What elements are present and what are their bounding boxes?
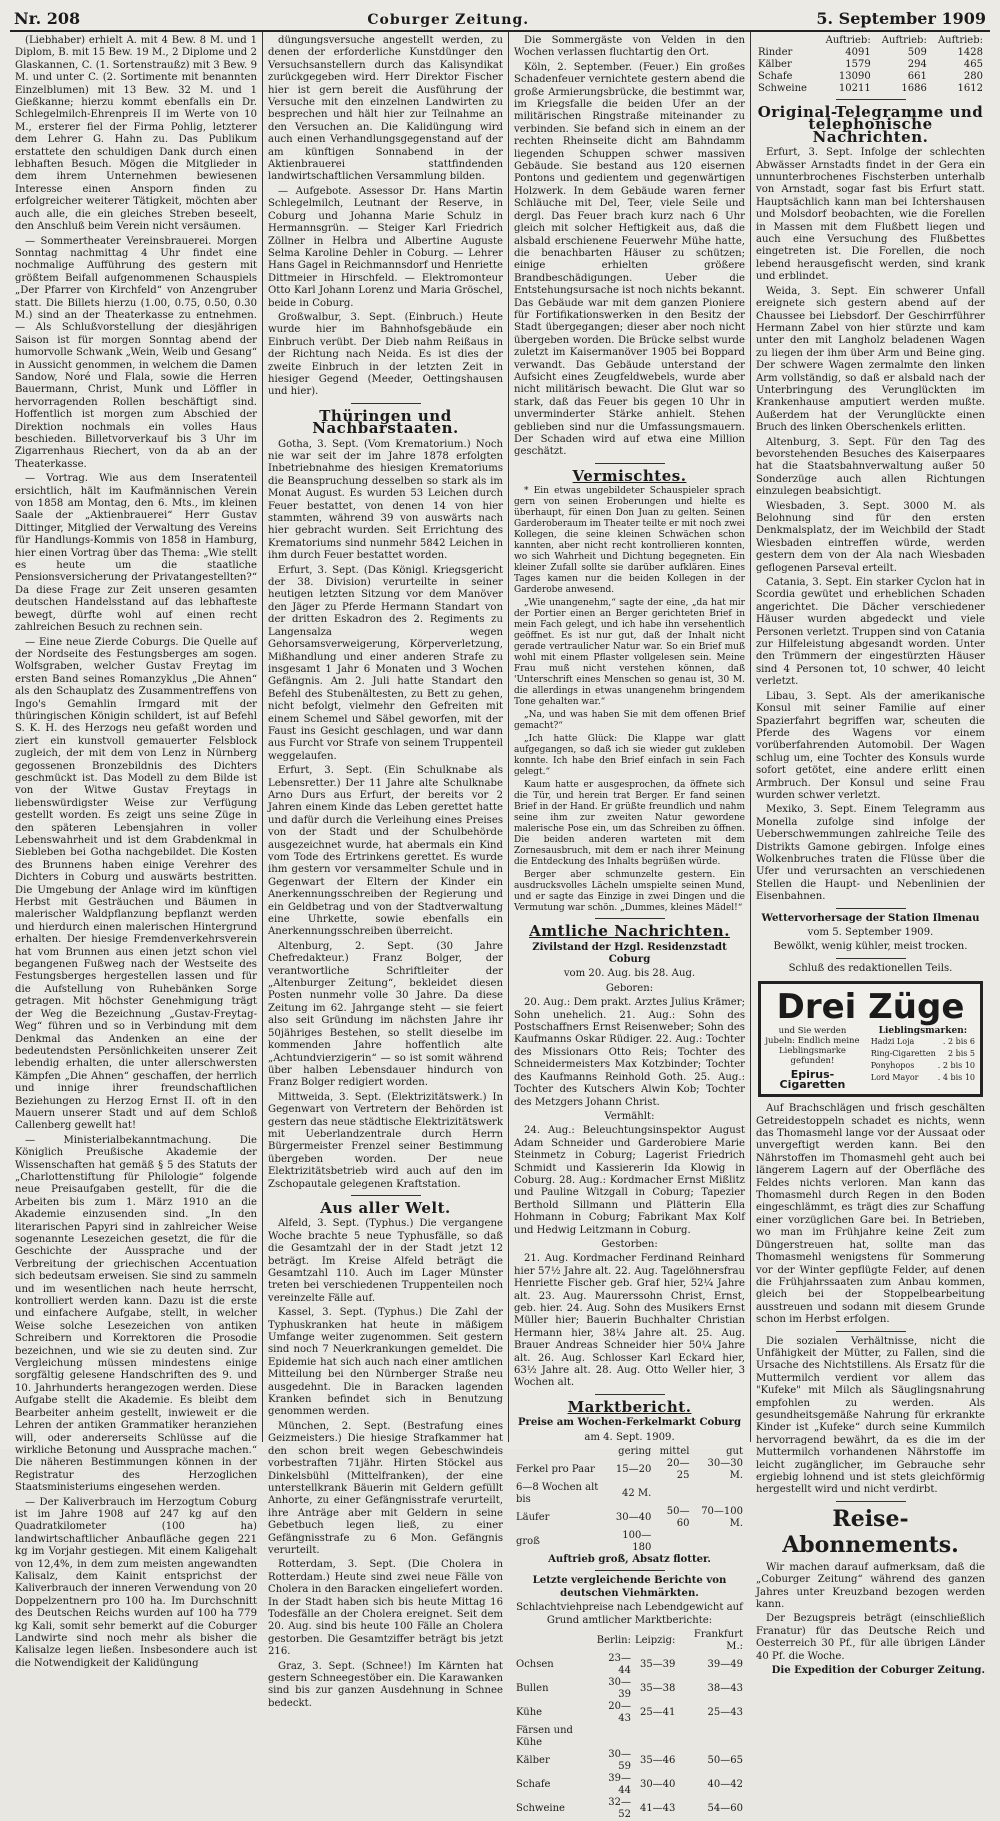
ad-body [765, 1026, 976, 1090]
table-cell: Kälber [758, 59, 792, 70]
table-header: mittel [659, 1446, 690, 1458]
table-cell: 20—43 [608, 1701, 631, 1725]
ad-right [870, 1026, 976, 1090]
table-cell: Färsen und Kühe [516, 1725, 573, 1749]
divider [836, 99, 906, 100]
article-paragraph: * Ein etwas ungebildeter Schauspieler sprach gern von seinen Eroberungen und hielte es überhaupt, für einen Don Juan zu gelten. Seinen Garderoberaum im Theater teilte er mit noch zwei Kollegen, die seine kleinen Schwächen schon kannten, aber nicht recht kontrollieren konnten, wo sich Wahrheit und Dichtung begegneten. Ein kleiner Zufall sollte sie darüber aufklären. Eines Tages kamen nur die beiden Kollegen in der Garderobe anwesend. [514, 486, 745, 596]
markt-title: Preise am Wochen-Ferkelmarkt Coburg [517, 1417, 742, 1429]
column-1 [10, 32, 263, 1669]
table-row [514, 1482, 745, 1506]
table-cell: Rinder [758, 47, 793, 58]
article-paragraph: „Ich hatte Glück: Die Klappe war glatt aufgegangen, so daß ich sie wieder gut zukleben konnte. Ich habe den Brief einfach in sein Fach gelegt.“ [514, 734, 745, 778]
table-cell: 1686 [901, 83, 927, 94]
table-row [514, 1677, 745, 1701]
article-paragraph: Catania, 3. Sept. Ein starker Cyclon hat in Scordia gewütet und erheblichen Schaden angerichtet. Die Dächer verschiedener Häuser wurden abgedeckt und viele Personen verletzt. Truppen sind von Catania zur Hilfeleistung abgesandt worden. Unter den Trümmern der eingestürzten Häuser sind 4 Personen tot, 10 schwer, 40 leicht verletzt. [756, 577, 985, 688]
advertisement-drei-zuege [758, 981, 983, 1097]
vermaehlt-heading: Vermählt: [604, 1110, 655, 1122]
column-2 [263, 32, 509, 1709]
table-header: gering [618, 1446, 652, 1458]
article-paragraph: Wir machen darauf aufmerksam, daß die „Coburger Zeitung“ während des ganzen Jahres unter Kreuzband bezogen werden kann. [756, 1561, 985, 1611]
article-paragraph: 20. Aug.: Dem prakt. Arztes Julius Krämer; Sohn unehelich. 21. Aug.: Sohn des Postschaffners Ernst Reisenweber; Sohn des Kaufmanns Oskar Rüdiger. 22. Aug.: Tochter des Missionars Otto Reis; Tochter des Schneidermeisters Max Kotzbinder; Tochter des Kaufmanns Reinhold Goth. 25. Aug.: Tochter des Kutschers Alwin Kob; Tochter des Metzgers Johann Christ. [514, 997, 745, 1108]
article-paragraph: — Sommertheater Vereinsbrauerei. Morgen Sonntag nachmittag 4 Uhr findet eine nochmalige Aufführung des gestern mit größtem Beifall aufgenommenen Schauspiels „Der Pfarrer von Kirchfeld“ von Anzengruber statt. Die Billets hierzu (1.00, 0.75, 0.50, 0.30 M.) sind an der Theaterkasse zu entnehmen. — Als Schlußvorstellung der diesjährigen Saison ist für morgen Sonntag abend der humorvolle Schwank „Wein, Weib und Gesang“ in Aussicht genommen, in welchem die Damen Sandow, Noré und Flala, sowie die Herren Bauermann, Christ, Munk und Löffler in hervorragenden Rollen beschäftigt sind. Hoffentlich ist morgen zum Abschied der Direktion nochmals ein volles Haus beschieden. Billetvorverkauf bis 3 Uhr im Zigarrenhaus Riechert, von da ab an der Theaterkasse. [15, 235, 257, 470]
article-paragraph: Rotterdam, 3. Sept. (Die Cholera in Rotterdam.) Heute sind zwei neue Fälle von Cholera in den Baracken eingeliefert worden. In der Stadt haben sich bis heute Mittag 16 Todesfälle an der Cholera ereignet. Seit dem 20. Aug. sind bis heute 100 Fälle an Cholera gestorben. Die Gesamtziffer beträgt bis jetzt 216. [268, 1559, 503, 1658]
table-row [514, 1458, 745, 1482]
table-cell: 6—8 Wochen alt bis [516, 1482, 599, 1506]
article-paragraph: Libau, 3. Sept. Als der amerikanische Konsul mit seiner Familie auf einer Spazierfahrt begriffen war, scheuten die Pferde des Wagens vor einem vorüberfahrenden Automobil. Der Wagen schlug um, eine Tochter des Konsuls wurde sofort getötet, eine andere erlitt einen Armbruch. Der Konsul und seine Frau wurden schwer verletzt. [756, 690, 985, 801]
section-heading-aus-aller-welt: Aus aller Welt. [320, 1198, 451, 1217]
article-paragraph: — Vortrag. Wie aus dem Inseratenteil ersichtlich, hält im Kaufmännischen Verein von 1858 am Montag, den 6. Mts., im kleinen Saale der „Aktienbrauerei“ Herr Gustav Dittinger, Mitglied der Verwaltung des Vereins für Handlungs-Kommis von 1858 in Hamburg, hier einen Vortrag über das Thema: „Wie stellt es heute um die staatliche Pensionsversicherung der Privatangestellten?“ Da diese Frage zur Zeit unseren gesamten deutschen Handelsstand auf das lebhafteste bewegt, dürfte wohl auf einen recht zahlreichen Besuch zu rechnen sein. [15, 473, 257, 634]
article-paragraph: — Der Kaliverbrauch im Herzogtum Coburg ist im Jahre 1908 auf 247 kg auf den Quadratkilometer (100 ha) landwirtschaftlicher Anbaufläche gegen 221 kg im Vorjahr gestiegen. Mit einem Kaligehalt von 12,4%, in dem zum meisten angewandten Kalisalz, dem Kainit entsprichst der Kaliverbrauch der inneren Verwendung von 20 Doppelzentnern pro 100 ha. Im Durchschnitt des Deutschen Reichs wurden auf 100 ha 779 kg Kali, somit sehr bemerkt auf die Coburger Landwirte sind noch mehr als bisher die Kalisalze legen ließen. Insbesondere auch ist die Notwendigkeit der Kalidüngung [15, 1496, 257, 1669]
table-row [756, 71, 985, 83]
markt-date: am 4. Sept. 1909. [584, 1431, 675, 1443]
table-row [514, 1653, 745, 1677]
table-cell: Schafe [758, 71, 793, 82]
article-paragraph: Alfeld, 3. Sept. (Typhus.) Die vergangene Woche brachte 5 neue Typhusfälle, so daß die Gesamtzahl der in der Stadt jetzt 12 beträgt. Im Kreise Alfeld beträgt die Gesamtzahl 110. Auch im Lager Münster treten bei verschiedenen Truppenteilen noch vereinzelte Fälle auf. [268, 1218, 503, 1304]
article-paragraph: Mittweida, 3. Sept. (Elektrizitätswerk.) In Gegenwart von Vertretern der Behörden ist gestern das neue städtische Elektrizitätswerk mit Ueberlandzentrale durch Herrn Bürgermeister Frenzel seiner Bestimmung übergeben worden. Der neue Elektrizitätsbetrieb wird auch auf den im Zschopautale gelegenen Kraftstation. [268, 1091, 503, 1190]
table-cell [653, 1482, 691, 1506]
table-cell: 465 [963, 59, 983, 70]
table-header-row [514, 1446, 745, 1458]
article-paragraph: — Eine neue Zierde Coburgs. Die Quelle auf der Nordseite des Festungsberges am sogen. Wolfsgraben, welcher Gustav Freytag im ersten Band seines Romanzyklus „Die Ahnen“ als den Schauplatz des Zusammentreffens von Ingo's Gemahlin Irmgard mit der thüringischen Königin schildert, ist auf Befehl S. K. H. des Herzogs neu gefaßt worden und ziert ein kunstvoll gemauerter Felsblock zugleich, der mit dem von Lenz in Nürnberg gegossenen Bronzebildnis des Dichters geschmückt ist. Das Modell zu dem Bilde ist von der Witwe Gustav Freytags in liebenswürdigster Weise zur Verfügung gestellt worden. Es zeigt uns seine Züge in den späteren Lebensjahren in voller Lebenswahrheit und ist dem Grabdenkmal in Siebleben bei Gotha nachgebildet. Die Kosten des Brunnens haben einige Verehrer des Dichters in Coburg und auswärts bestritten. Die Umgebung der Anlage wird im künftigen Herbst mit Gesträuchen und Bäumen in malerischer Waldpflanzung bepflanzt werden und hierdurch einen malerischen Hintergrund erhalten. Der hiesige Fremdenverkehrsverein hat vom Brunnen aus einen jetzt schon viel begangenen Fußweg nach der Westseite des Festungsberges hergestellen lassen und für die Aufstellung von Ruhebänken Sorge getragen. Mit höchster Genehmigung trägt der Weg die Bezeichnung „Gustav-Freytag-Weg“ führen und so in Verbindung mit dem Denkmal das Andenken an eine der bedeutendsten Persönlichkeiten unserer Zeit lebendig erhalten, die unter allerschwersten Kämpfen „Die Ahnen“ geschaffen, der herrlich und innige ihrer freundschaftlichen Beziehungen zu Herzog Ernst II. oft in den Mauern unserer Stadt und auf dem Schloß Callenberg gewellt hat! [15, 636, 257, 1132]
table-header [756, 35, 817, 47]
table-cell: 10211 [838, 83, 871, 94]
article-paragraph: Kaum hatte er ausgesprochen, da öffnete sich die Tür, und herein trat Berger. Er fand seinen Brief in der Hand. Er grüßte freundlich und nahm seine ihm zur zweiten Natur gewordene malerische Pose ein, um das Schreiben zu öffnen. Die beiden anderen warteten mit dem Zornesausbruch, mit dem er nach ihrer Meinung die Entdeckung des Inhalts begrüßen würde. [514, 780, 745, 868]
ad-item-price: 2 bis 5 [947, 1049, 975, 1059]
table-cell: Schweine [516, 1803, 565, 1815]
table-cell: 35—39 [639, 1659, 676, 1671]
table-cell: 30—59 [608, 1749, 631, 1773]
table-cell: 15—20 [615, 1464, 652, 1476]
table-cell: Kühe [516, 1707, 543, 1719]
issue-date: 5. September 1909 [816, 9, 986, 28]
table-cell: groß [516, 1536, 540, 1548]
viehmarkt-table [514, 1629, 745, 1821]
geboren-heading: Geboren: [605, 982, 654, 994]
table-cell: Ferkel pro Paar [516, 1464, 595, 1476]
table-cell: 1428 [957, 47, 983, 58]
table-cell: 4091 [845, 47, 871, 58]
article-paragraph: 21. Aug. Kordmacher Ferdinand Reinhard hier 57½ Jahre alt. 22. Aug. Tagelöhnersfrau Henriette Fischer geb. Graf hier, 52¼ Jahre alt. 23. Aug. Maurerssohn Christ, Ernst, geb. hier. 24. Aug. Sohn des Musikers Ernst Müller hier; Bauerin Buchhalter Christian Hermann hier, 38¼ Jahre alt. 25. Aug. Brauer Andreas Schneider hier 50¼ Jahre alt. 26. Aug. Schlosser Karl Eckard hier, 63½ Jahre alt. 28. Aug. Otto Weller hier, 3 Wochen alt. [514, 1253, 745, 1389]
divider [836, 1331, 906, 1332]
ad-item-name: Hadzi Loja [870, 1037, 915, 1047]
table-cell [594, 1725, 633, 1749]
table-cell: Bullen [516, 1683, 549, 1695]
table-cell: Läufer [516, 1512, 550, 1524]
table-cell: 661 [907, 71, 927, 82]
article-paragraph: Altenburg, 2. Sept. (30 Jahre Chefredakteur.) Franz Bolger, der verantwortliche Schriftleiter der „Altenburger Zeitung“, bekleidet diesen Posten nunmehr volle 30 Jahre. Da diese Zeitung im 62. Jahrgange steht — sie feiert also seit Gründung im nächsten Jahre ihr 50jähriges Bestehen, so stellt dieselbe im kommenden Jahre hoffentlich alte „Achtundvierzigerin“ — so ist somit während über halben Lebensdauer hindurch von Franz Bolger redigiert worden. [268, 940, 503, 1089]
article-paragraph: Berger aber schmunzelte gestern. Ein ausdrucksvolles Lächeln umspielte seinen Mund, und er sagte das Einzige in zwei Dingen und die Vermutung war schön. „Dummes, kleines Mädel!“ [514, 870, 745, 914]
table-cell: 50—65 [707, 1755, 743, 1767]
table-header: Auftrieb: [881, 35, 927, 46]
table-cell: 294 [907, 59, 927, 70]
table-header: gut [726, 1446, 743, 1458]
section-heading-marktbericht: Marktbericht. [567, 1397, 692, 1416]
page-header [10, 0, 990, 32]
table-cell: 35—38 [639, 1683, 676, 1695]
list-item [870, 1048, 976, 1060]
markt-footnote: Auftrieb groß, Absatz flotter. [548, 1554, 711, 1566]
article-paragraph: Erfurt, 3. Sept. (Das Königl. Kriegsgericht der 38. Division) verurteilte in seiner heutigen letzten Sitzung vor dem Manöver den Jäger zu Pferde Hermann Standart von der dritten Eskadron des 2. Regiments zu Langensalza wegen Gehorsamsverweigerung, Körperverletzung, Mißhandlung und einer anderen Strafe zu insgesamt 1 Jahr 6 Monaten und 3 Wochen Gefängnis. Am 2. Juli hatte Standart den Befehl des Stubenältesten, zu Bett zu gehen, nicht befolgt, vielmehr den Gefreiten mit einem Schemel und Säbel geworfen, mit der Faust ins Gesicht geschlagen, und war dann aus Furcht vor Strafe von seinem Truppenteil weggelaufen. [268, 564, 503, 762]
table-header: Auftrieb: [937, 35, 983, 46]
ad-item-price: . 2 bis 6 [942, 1037, 975, 1047]
table-cell: Schafe [516, 1779, 551, 1791]
table-row [514, 1530, 745, 1554]
article-paragraph: (Liebhaber) erhielt A. mit 4 Bew. 8 M. und 1 Diplom, B. mit 15 Bew. 19 M., 2 Diplome und 2 Glaskannen, C. (1. Sortenstraußz) mit 3 Bew. 9 M. und unter C. (2. Sortimente mit benannten Einzelblumen) mit 13 Bew. 32 M. und 1 Gießkanne; hierzu kommt ebenfalls ein Dr. Schlegelmilch-Ehrenpreis II im Werte von 10 M., ersterer fiel der Firma Pohlig, letzterer dem Lehrer G. Hahn zu. Das Publikum erstattete den schuldigen Dank durch einen lebhaften Besuch. Mögen die Mitglieder in dem ihrem Unternehmen bewiesenen Interesse einen Ansporn finden zu erfolgreicher weiterer Tätigkeit, möchten aber auch alle, die ein gleiches Streben beseelt, den Anschluß beim Verein nicht versäumen. [15, 35, 257, 233]
table-cell: 70—100 M. [701, 1506, 743, 1530]
article-paragraph: Wiesbaden, 3. Sept. 3000 M. als Belohnung sind für den ersten Denkmalsplatz, der im Weichbild der Stadt Wiesbaden eintreffen würde, werden gestern dem von der Ala nach Wiesbaden geflogenen Parseval erteilt. [756, 500, 985, 574]
divider [351, 403, 421, 404]
divider [595, 918, 665, 919]
ad-item-price: . 4 bis 10 [937, 1073, 975, 1083]
article-paragraph: düngungsversuche angestellt werden, zu denen der erforderliche Kunstdünger den Versuchsanstellern durch das Kalisyndikat zurückgegeben wird. Herr Direktor Fischer hier ist gern bereit die Ausführung der Versuche mit den einzelnen Landwirten zu besprechen und hält hier zur Teilnahme an den Versuchen an. Die Kalidüngung wird auch einen Verhandlungsgegenstand auf der am künftigen Sonnabend in der Aktienbrauerei stattfindenden landwirtschaftlichen Versammlung bilden. [268, 35, 503, 183]
table-cell: 41—43 [639, 1803, 676, 1815]
table-header: Frankfurt M.: [693, 1629, 743, 1653]
table-cell: Kälber [516, 1755, 550, 1767]
table-cell: 25—43 [707, 1707, 743, 1719]
article-paragraph: „Wie unangenehm,“ sagte der eine, „da hat mir der Portier einen an Berger gerichteten Brief in mein Fach gelegt, und ich habe ihn versehentlich geöffnet. Es ist nur gut, daß der Inhalt nicht gerade vertraulicher Natur war. So ein Brief muß wohl mit einem Pflaster vollgelesen sein. Meine Frau muß nicht verstehen können, daß 'Unterschrift eines Menschen so genau ist, 30 M. die allerdings in etwas unangenehm bringendem Tone gehalten war.“ [514, 598, 745, 708]
ad-brand: Epirus-Cigaretten [779, 1068, 846, 1092]
table-cell [633, 1725, 677, 1749]
newspaper-title: Coburger Zeitung. [367, 12, 530, 28]
end-editorial-note: Schluß des redaktionellen Teils. [788, 962, 953, 974]
section-heading-vermischtes: Vermischtes. [572, 466, 687, 485]
table-cell: 280 [963, 71, 983, 82]
table-cell: 1612 [957, 83, 983, 94]
abo-title: Reise-Abonnements. [782, 1505, 959, 1558]
table-row [514, 1701, 745, 1725]
standesamt-title: Zivilstand der Hzgl. Residenzstadt Coburg [532, 941, 727, 966]
weather-forecast: Bewölkt, wenig kühler, meist trocken. [773, 941, 968, 953]
article-paragraph: Altenburg, 3. Sept. Für den Tag des bevorstehenden Besuches des Kaiserpaares hat die Staatsbahnverwaltung außer 50 Sonderzüge auch allen Richtungen einzulegen beabsichtigt. [756, 436, 985, 498]
article-paragraph: — Ministerialbekanntmachung. Die Königlich Preußische Akademie der Wissenschaften hat gemäß § 5 des Statuts der „Charlottenstiftung für Philologie“ folgende neue Preisaufgaben gestellt, für die die Arbeiten bis zum 1. März 1910 an die Akademie einzusenden sind. „In den literarischen Papyri sind in zahlreicher Weise sogenannte Lesezeichen gesetzt, die für die Geschichte der Aussprache und der Verbreitung der griechischen Accentuation sich bedeutsam erweisen. Sie sind zu sammeln und im wesentlichen nach heute herrscht, kontrolliert werden kann. Dazu ist die erste und einfachere Aufgabe, stellt, in welcher Weise solche Lesezeichen von antiken Schreibern und Korrektoren die Prosodie bezeichnen, und wie sie zu deuten sind. Zur Vergleichung müssen mindestens einige sorgfältig gelesene Handschriften des 9. und 10. Jahrhunderts herangezogen werden. Diese Aufgabe stellt die Akademie. Es bleibt dem Bearbeiter anheim gestellt, inwieweit er die Lehren der antiken Grammatiker heranziehen will, oder andererseits Schlüsse auf die wirkliche Betonung und Aussprache machen.“ Die näheren Bestimmungen können in der Registratur des Herzoglichen Staatsministeriums eingesehen werden. [15, 1134, 257, 1494]
table-cell: 54—60 [707, 1803, 743, 1815]
table-cell: 50—60 [666, 1506, 690, 1530]
section-heading-telegramme: Original-Telegramme und telephonische Nachrichten. [757, 103, 984, 146]
ad-left [765, 1026, 860, 1090]
table-header-row [514, 1629, 745, 1653]
table-row [514, 1725, 745, 1749]
table-cell [691, 1530, 745, 1554]
table-cell: Ochsen [516, 1659, 554, 1671]
table-cell: 25—41 [639, 1707, 676, 1719]
table-cell: 30—40 [615, 1512, 652, 1524]
ad-list-title: Lieblingsmarken: [878, 1026, 968, 1037]
ferkel-price-table [514, 1446, 745, 1554]
table-cell: 30—39 [608, 1677, 631, 1701]
article-paragraph: Großwalbur, 3. Sept. (Einbruch.) Heute wurde hier im Bahnhofsgebäude ein Einbruch verübt. Der Dieb nahm Reißaus in der Richtung nach Neida. Es ist dies der zweite Einbruch in der letzten Zeit in hiesiger Gegend (Meeder, Oettingshausen und hier). [268, 311, 503, 398]
table-cell: 40—42 [707, 1779, 743, 1791]
table-row [514, 1773, 745, 1797]
table-header: Berlin: [596, 1635, 631, 1647]
table-cell: 100—180 [622, 1530, 652, 1554]
table-header [514, 1629, 594, 1653]
article-paragraph: Erfurt, 3. Sept. (Ein Schulknabe als Lebensretter.) Der 11 Jahre alte Schulknabe Arno Durs aus Erfurt, der bereits vor 2 Jahren einem Kinde das Leben gerettet hatte und dafür durch die Verleihung eines Preises von der Stadt und der Schulbehörde ausgezeichnet wurde, hat abermals ein Kind vom Tode des Ertrinkens gerettet. Es wurde ihm gestern vor versammelter Schule und in Gegenwart der Eltern der Kinder ein Anerkennungsschreiben der Regierung und ein Geldbetrag und von der Stadtverwaltung eine Uhrkette, sowie ebenfalls ein Anerkennungsschreiben überreicht. [268, 765, 503, 938]
table-cell [691, 1482, 745, 1506]
article-paragraph: Graz, 3. Sept. (Schnee!) Im Kärnten hat gestern Schneegestöber ein. Die Karawanken sind bis zur ganzen Ausdehnung in Schnee bedeckt. [268, 1660, 503, 1709]
list-item [870, 1060, 976, 1072]
table-cell: 13090 [838, 71, 871, 82]
table-cell: 30—30 M. [707, 1458, 743, 1482]
article-paragraph: — Aufgebote. Assessor Dr. Hans Martin Schlegelmilch, Leutnant der Reserve, in Coburg und Johanna Marie Schulz in Hermannsgrün. — Steiger Karl Friedrich Zöllner in Helbra und Albertine Auguste Selma Karoline Dehler in Coburg. — Lehrer Hans Gagel in Reichmannsdorf und Henriette Dittmeier in Hirschfeld. — Elektromonteur Otto Karl Johann Lorenz und Maria Gröschel, beide in Coburg. [268, 185, 503, 309]
standesamt-period: vom 20. Aug. bis 28. Aug. [563, 968, 696, 980]
vieh-subtitle: Schlachtviehpreise nach Lebendgewicht auf Grund amtlicher Marktberichte: [516, 1602, 743, 1626]
auftrieb-table [756, 35, 985, 95]
table-cell: 32—52 [608, 1797, 631, 1821]
table-cell: 38—43 [707, 1683, 743, 1695]
table-row [514, 1749, 745, 1773]
ad-slogan: und Sie werden jubeln: Endlich meine Lieblingsmarke gefunden! [765, 1026, 860, 1067]
table-row [756, 59, 985, 71]
table-cell: 39—49 [707, 1659, 743, 1671]
weather-title: Wettervorhersage der Station Ilmenau [761, 912, 980, 924]
abo-signature: Die Expedition der Coburger Zeitung. [771, 1665, 985, 1677]
table-header: Leipzig: [635, 1635, 676, 1647]
table-cell: 42 M. [621, 1488, 652, 1500]
divider [595, 1394, 665, 1395]
article-paragraph: München, 2. Sept. (Bestrafung eines Geizmeisters.) Die hiesige Strafkammer hat den schon breit wegen Gebeschwindeis vorbestraften 71jähr. Hirten Stöckel aus Dinkelsbühl (Mittelfranken), der eine unterstellkrank Bäuerin mit Geldern gefüllt Anhorte, zu einer Gefängnisstrafe verurteilt, ihre Anträge aber mit Geldern in seine Gebetbuch legen ließ, zu einer Gefängnisstrafe zu 6 Mon. Gefängnis verurteilt. [268, 1420, 503, 1556]
ad-item-name: Lord Mayor [870, 1073, 919, 1083]
ad-item-price: . 2 bis 10 [937, 1061, 975, 1071]
columns [10, 32, 990, 1821]
table-header [514, 1446, 605, 1458]
article-paragraph: Weida, 3. Sept. Ein schwerer Unfall ereignete sich gestern abend auf der Chaussee bei Liebsdorf. Der Geschirrführer Hermann Zabel von hier stürzte und kam unter den mit Langholz beladenen Wagen zu liegen der ihm über Arm und Beine ging. Der schwere Wagen zermalmte den linken Arm vollständig, so daß er alsbald nach der Unterbringung des Verunglückten im Krankenhause amputiert werden mußte. Außerdem hat der Verunglückte einen Bruch des linken Oberschenkels erlitten. [756, 285, 985, 434]
list-item [870, 1036, 976, 1048]
article-paragraph: Erfurt, 3. Sept. Infolge der schlechten Abwässer Arnstadts findet in der Gera ein unnunterbrochenes Fischsterben unterhalb von Arnstadt, sogar fast bis Erfurt statt. Hauptsächlich kann man bei Ichtershausen und Molsdorf beobachten, wie die Forellen in Massen mit dem Flußbett liegen und auch eine Versuchung des Flußbettes eingetreten ist. Die Forellen, die noch lebend herausgefischt werden, sind krank und erblindet. [756, 147, 985, 283]
column-4 [751, 32, 990, 1677]
article-paragraph: Die sozialen Verhältnisse, nicht die Unfähigkeit der Mütter, zu Fallen, sind die Ursache des Nichtstillens. Als Ersatz für die Muttermilch verdient vor allem das "Kufeke" mit Milch als Säuglingsnahrung empfohlen zu werden. Als gesundheitsgemäße Nahrung für erkrankte Kinder ist „Kufeke“ durch seine Kummilch hervorragend bewährt, da es die im der Muttermilch vorhandenen Nährstoffe im leicht zugänglicher, im Gebrauche sehr ergiebig lohnend und ist stets gleichförmig hergestellt wird und nicht verdirbt. [756, 1335, 985, 1496]
table-header-row [756, 35, 985, 47]
table-header: Auftrieb: [825, 35, 871, 46]
divider [595, 463, 665, 464]
article-paragraph: Die Sommergäste von Velden in den Wochen verlassen fluchtartig den Ort. [514, 35, 745, 59]
list-item [870, 1072, 976, 1084]
article-paragraph: Mexiko, 3. Sept. Einem Telegramm aus Monella zufolge sind infolge der Ueberschwemmungen zahlreiche Teile des Distrikts Gamone gebirgen. Infolge eines Wolkenbruches traten die Flüsse über die Ufer und verursachten an verschiedenen Stellen die Haupt- und Nebenlinien der Eisenbahnen. [756, 804, 985, 903]
section-heading-amtliche: Amtliche Nachrichten. [529, 922, 730, 941]
article-paragraph: Gotha, 3. Sept. (Vom Krematorium.) Noch nie war seit der im Jahre 1878 erfolgten Inbetriebnahme des hiesigen Krematoriums die Beanspruchung desselben so stark als im Monat August. Es wurden 53 Leichen durch Feuer bestattet, von denen 14 von hier stammten, während 39 von auswärts nach hier gebracht wurden. Seit Errichtung des Krematoriums sind nunmehr 5842 Leichen in ihm durch Feuer bestattet worden. [268, 438, 503, 562]
article-paragraph: Auf Brachschlägen und frisch geschälten Getreidestoppeln schadet es nichts, wenn das Thomasmehl lange vor der Aussaat oder unvergeftigt werden kann. Bei den Nährstoffen im Thomasmehl geht auch bei längerem Lagern auf der Oberfläche des Feldes nichts verloren. Man kann das Thomasmehl durch Regen in den Boden eingeschlämmt, es trägt dies zur Schaffung einer vorzüglichen Gare bei. In Betrieben, wo man im Frühjahre keine Zeit zum Düngerstreuen hat, sollte man das Thomasmehl wenigstens für Sommerung vor der Winter gepflügte Felder, auf denen die Frühjahrssaaten zum Anbau kommen, gleich bei der Stoppelbearbeitung ausstreuen und sodann mit diesem Grunde schon im Herbst erfolgen. [756, 1103, 985, 1326]
article-paragraph: Der Bezugspreis beträgt (einschließlich Franatur) für das Deutsche Reich und Oesterreich 30 Pf., für alle übrigen Länder 40 Pf. die Woche. [756, 1613, 985, 1662]
divider [836, 1501, 906, 1502]
table-row [756, 47, 985, 59]
table-cell: 1579 [845, 59, 871, 70]
column-3 [509, 32, 751, 1821]
ad-title: Drei Züge [776, 987, 965, 1028]
article-paragraph: Köln, 2. September. (Feuer.) Ein großes Schadenfeuer vernichtete gestern abend die große Armierungsbrücke, die bestimmt war, im Kriegsfalle die beiden Ufer an der militärischen Ringstraße miteinander zu verbinden. Sie befand sich in einem an der rechten Rheinseite dicht am Bahndamm liegenden Schuppen schwer massiven Gebäude. Sie bestand aus 120 eisernen Pontons und gedientem und gegenwärtigen Holzwerk. In dem Gebäude waren ferner Schläuche mit Del, Teer, viele Seile und dergl. Das Feuer brach kurz nach 6 Uhr gleich mit solcher Heftigkeit aus, daß die alsbald erschienene Feuerwehr Mühe hatte, die benachbarten Häuser zu schützen; einige erhielten größere Brandbeschädigungen. Ueber die Entstehungsursache ist noch nichts bekannt. Das Gebäude war mit dem ganzen Pioniere für Fortifikationswerken in den Besitz der Stadt übergegangen; dieser aber noch nicht übergeben worden. Die Brücke selbst wurde zuletzt im Kaisermanöver 1905 bei Boppard verwandt. Das Gebäude unterstand der Aufsicht eines Zeugfeldwebels, wurde aber nicht militärisch bewacht. Die Glut war so stark, daß das Feuer bis gegen 10 Uhr in unverminderter Stärke anhielt. Stehen geblieben sind nur die Umfassungsmauern. Der Schaden wird auf etwa eine Million geschätzt. [514, 61, 745, 458]
divider [836, 908, 906, 909]
divider [351, 1195, 421, 1196]
article-paragraph: „Na, und was haben Sie mit dem offenen Brief gemacht?“ [514, 710, 745, 732]
table-cell: 39—44 [608, 1773, 631, 1797]
divider [595, 1570, 665, 1571]
page-number: Nr. 208 [14, 9, 81, 28]
article-paragraph: Kassel, 3. Sept. (Typhus.) Die Zahl der Typhuskranken hat heute in mäßigem Umfange weiter zugenommen. Seit gestern sind noch 7 Neuerkrankungen gemeldet. Die Epidemie hat sich auch nach einer amtlichen Mitteilung bei den Nürnberger Straße neu ausgedehnt. Die in Baracken lagenden Kranken befindet sich in Benutzung genommen werden. [268, 1307, 503, 1418]
vieh-title: Letzte vergleichende Berichte von deutschen Viehmärkten. [532, 1575, 727, 1599]
ad-item-name: Ponyhopos [870, 1061, 915, 1071]
table-cell: 30—40 [639, 1779, 676, 1791]
article-paragraph: 24. Aug.: Beleuchtungsinspektor August Adam Schneider und Garderobiere Marie Steinmetz in Coburg; Lagerist Friedrich Schmidt und Kassiererin Ida Klowig in Coburg. 28. Aug.: Kordmacher Ernst Mißlitz und Pauline Witzgall in Coburg; Tapezier Berthold Sillmann und Plätterin Ella Hohmann in Coburg; Fabrikant Max Kolf und Hedwig Leitzmann in Coburg. [514, 1125, 745, 1236]
table-cell [677, 1725, 745, 1749]
table-row [756, 83, 985, 95]
table-row [514, 1506, 745, 1530]
section-heading-thueringen: Thüringen und Nachbarstaaten. [312, 406, 459, 438]
table-cell [653, 1530, 691, 1554]
table-cell: 23—44 [608, 1653, 631, 1677]
table-cell: 509 [907, 47, 927, 58]
table-cell: Schweine [758, 83, 807, 94]
gestorben-heading: Gestorben: [601, 1238, 658, 1250]
divider [836, 958, 906, 959]
table-cell: 35—46 [639, 1755, 676, 1767]
table-cell: 20—25 [666, 1458, 690, 1482]
ad-price-list [870, 1036, 976, 1084]
ad-item-name: Ring-Cigaretten [870, 1049, 936, 1059]
weather-date: vom 5. September 1909. [807, 927, 934, 938]
table-row [514, 1797, 745, 1821]
